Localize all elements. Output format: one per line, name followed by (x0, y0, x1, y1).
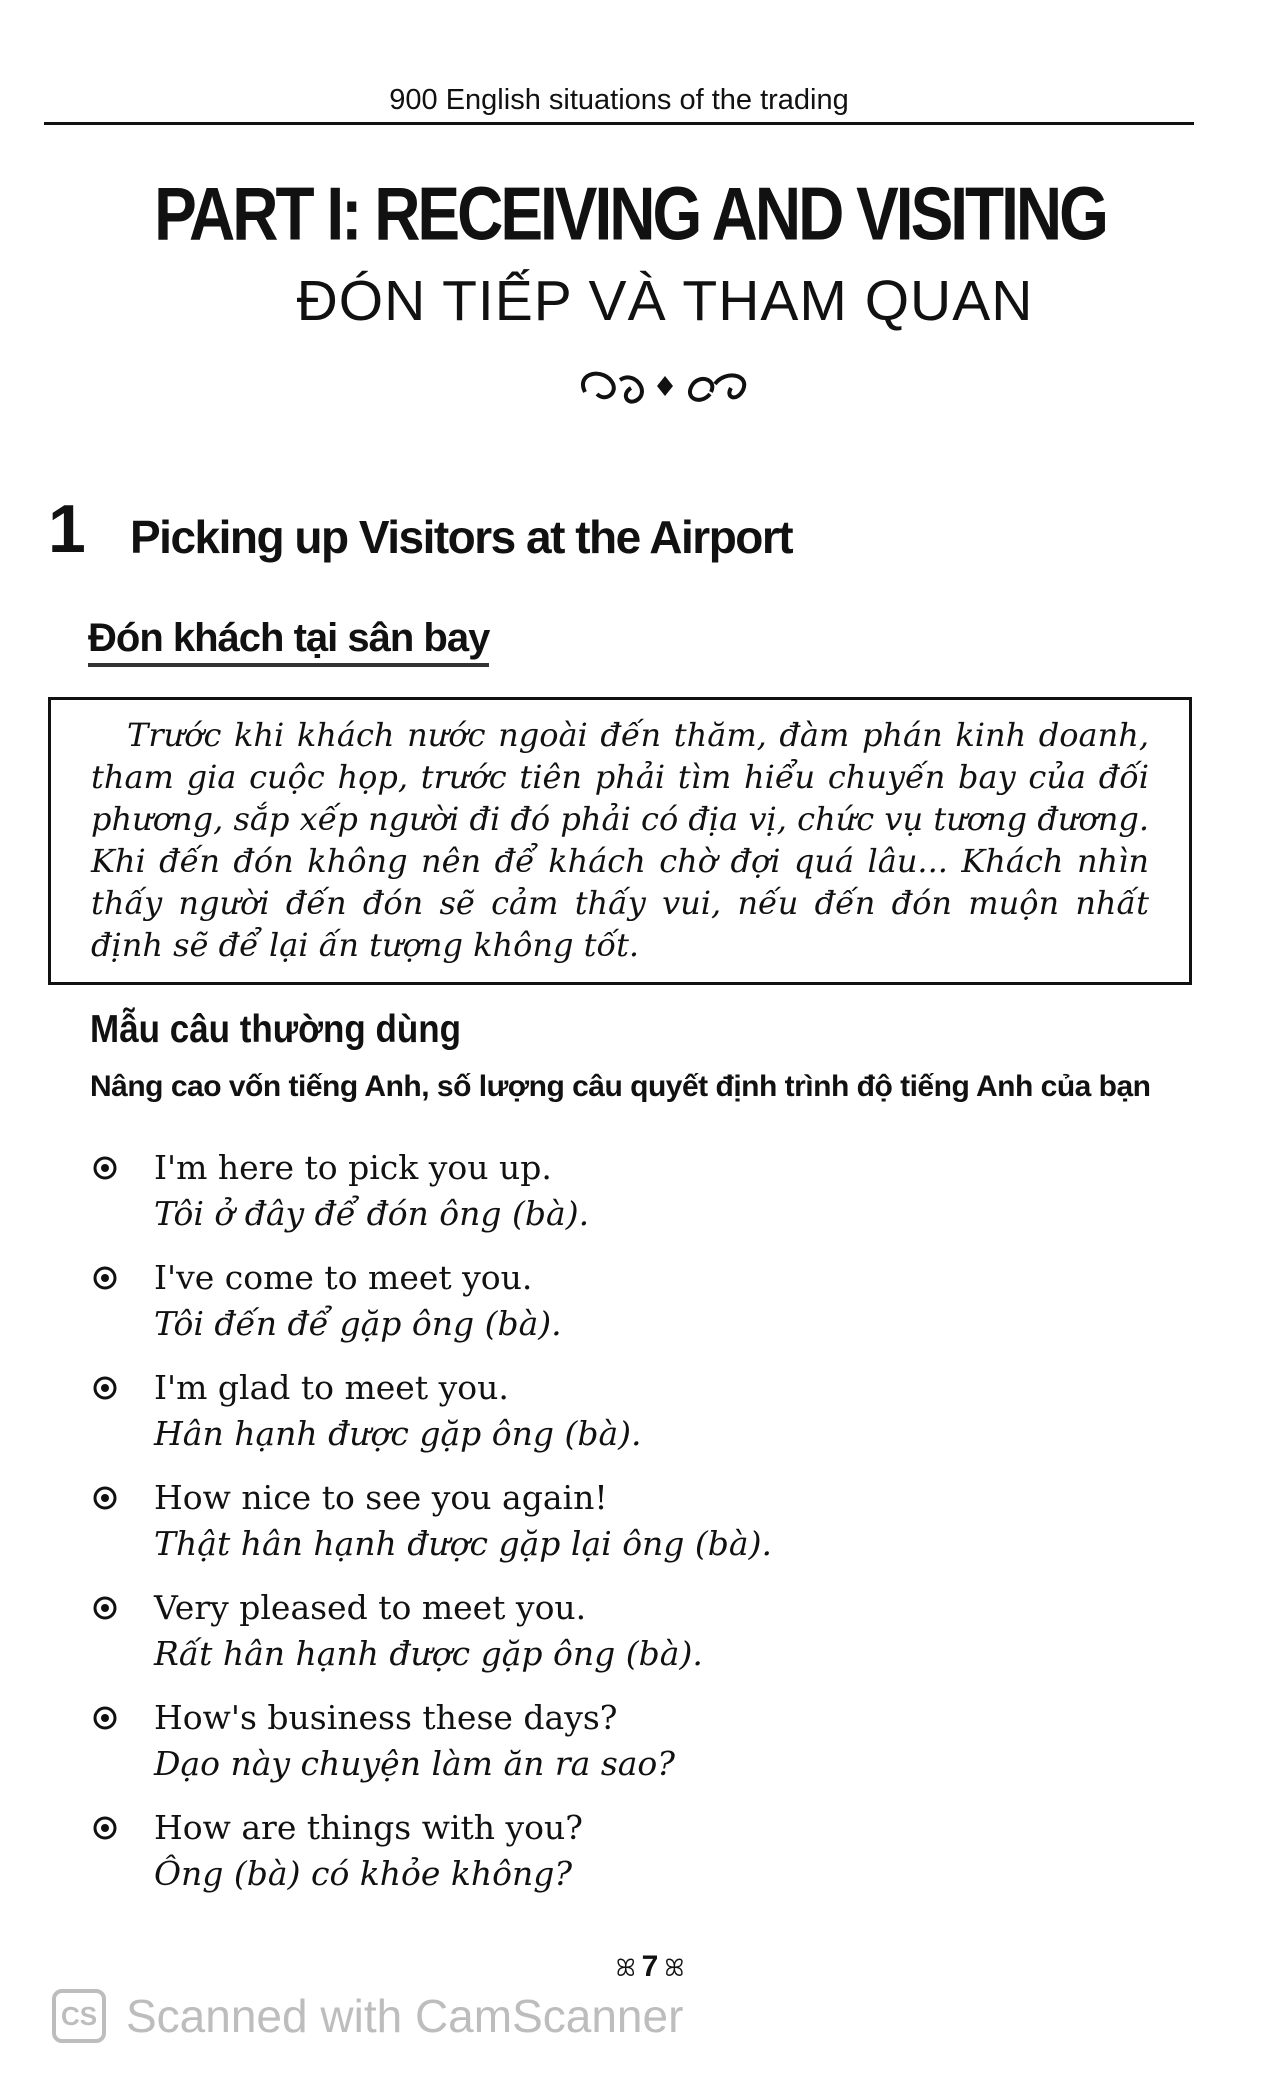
page-number-footer (0, 1950, 1280, 1984)
phrase-english: How nice to see you again! (154, 1478, 608, 1517)
phrase-english: How's business these days? (154, 1698, 618, 1737)
target-bullet-icon (92, 1375, 118, 1401)
camscanner-logo-icon: CS (52, 1989, 106, 2043)
intro-note-text: Trước khi khách nước ngoài đến thăm, đàm phán kinh doanh, tham gia cuộc họp, trước tiên phải tìm hiểu chuyến bay của đối phương, sắp xếp người đi đó phải có địa vị, chức vụ tương đương. Khi đến đón không nên để khách chờ đợi quá lâu... Khách nhìn thấy người đến đón sẽ cảm thấy vui, nếu đến đón muộn nhất định sẽ để lại ấn tượng không tốt. (91, 716, 1149, 964)
ornament-divider (0, 362, 1280, 423)
target-bullet-icon (92, 1595, 118, 1621)
patterns-subheading: Nâng cao vốn tiếng Anh, số lượng câu quyết định trình độ tiếng Anh của bạn (90, 1070, 1151, 1103)
phrase-vietnamese: Dạo này chuyện làm ăn ra sao? (154, 1744, 675, 1783)
target-bullet-icon (92, 1485, 118, 1511)
intro-note-box (48, 697, 1192, 985)
phrase-item (92, 1477, 1192, 1573)
ornament-left-icon: ꕤ (615, 1954, 636, 1982)
target-bullet-icon (92, 1265, 118, 1291)
target-bullet-icon (92, 1155, 118, 1181)
running-header: 900 English situations of the trading (44, 78, 1194, 125)
phrase-vietnamese: Rất hân hạnh được gặp ông (bà). (154, 1634, 703, 1673)
phrase-english: I've come to meet you. (154, 1258, 533, 1297)
phrase-vietnamese: Thật hân hạnh được gặp lại ông (bà). (154, 1524, 772, 1563)
phrase-english: Very pleased to meet you. (154, 1588, 587, 1627)
phrase-vietnamese: Ông (bà) có khỏe không? (154, 1854, 573, 1893)
ornament-right-icon: ꕤ (664, 1954, 685, 1982)
phrase-english: How are things with you? (154, 1808, 583, 1847)
target-bullet-icon (92, 1705, 118, 1731)
patterns-heading: Mẫu câu thường dùng (90, 1008, 462, 1051)
part-subtitle: ĐÓN TIẾP VÀ THAM QUAN (296, 269, 1034, 333)
phrase-vietnamese: Tôi ở đây để đón ông (bà). (154, 1194, 590, 1233)
phrase-item (92, 1697, 1192, 1793)
phrase-vietnamese: Tôi đến để gặp ông (bà). (154, 1304, 562, 1343)
watermark-text: Scanned with CamScanner (126, 1990, 684, 2042)
phrase-item (92, 1587, 1192, 1683)
phrase-vietnamese: Hân hạnh được gặp ông (bà). (154, 1414, 642, 1453)
page-number: 7 (641, 1950, 659, 1983)
section-number: 1 (48, 491, 86, 567)
phrase-item (92, 1367, 1192, 1463)
phrase-item (92, 1257, 1192, 1353)
part-title: PART I: RECEIVING AND VISITING (154, 171, 1106, 257)
phrase-english: I'm glad to meet you. (154, 1368, 509, 1407)
phrase-english: I'm here to pick you up. (154, 1148, 552, 1187)
phrase-item (92, 1807, 1192, 1903)
section-title: Picking up Visitors at the Airport (130, 511, 793, 563)
target-bullet-icon (92, 1815, 118, 1841)
ornament-icon (565, 362, 765, 412)
section-subtitle: Đón khách tại sân bay (88, 616, 489, 667)
phrase-item (92, 1147, 1192, 1243)
